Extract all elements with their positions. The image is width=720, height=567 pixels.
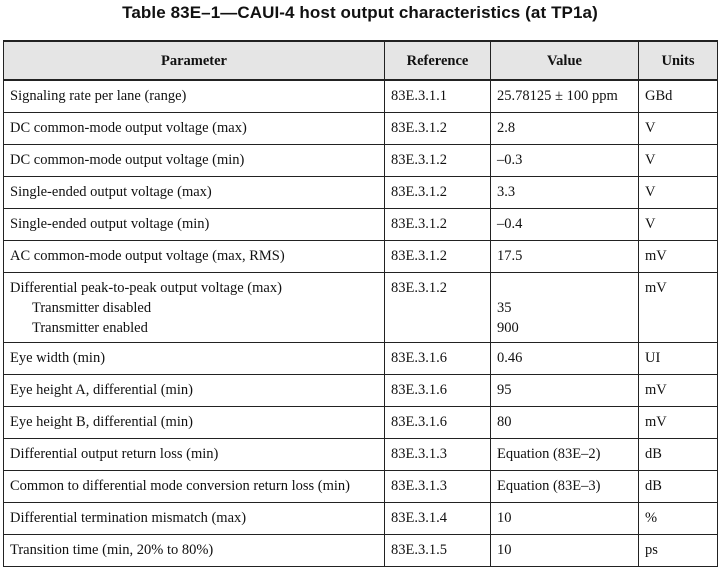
reference-cell: 83E.3.1.2: [385, 145, 491, 177]
reference-cell: 83E.3.1.4: [385, 503, 491, 535]
value-cell: 10: [491, 535, 639, 567]
units-cell: V: [639, 113, 718, 145]
value-cell: Equation (83E–2): [491, 439, 639, 471]
sub-value: 900: [497, 320, 519, 336]
column-header-units: Units: [639, 41, 718, 80]
table-row: [4, 535, 718, 567]
column-header-reference: Reference: [385, 41, 491, 80]
value-cell: 0.46: [491, 343, 639, 375]
table-row: [4, 113, 718, 145]
value-cell: 25.78125 ± 100 ppm: [491, 80, 639, 113]
parameter-cell: Eye height B, differential (min): [4, 407, 385, 439]
units-cell: V: [639, 209, 718, 241]
sub-parameter-label: Transmitter disabled: [32, 300, 152, 316]
units-cell: dB: [639, 471, 718, 503]
units-cell: V: [639, 177, 718, 209]
table-row: [4, 471, 718, 503]
parameter-cell: Eye height A, differential (min): [4, 375, 385, 407]
value-cell: 17.5: [491, 241, 639, 273]
units-cell: mV: [639, 407, 718, 439]
value-cell: –0.3: [491, 145, 639, 177]
sub-parameter-label: Transmitter enabled: [32, 320, 148, 336]
table-row: [4, 241, 718, 273]
parameter-cell: AC common-mode output voltage (max, RMS): [4, 241, 385, 273]
table-row: [4, 407, 718, 439]
parameter-cell: Signaling rate per lane (range): [4, 80, 385, 113]
characteristics-table: [3, 40, 718, 567]
reference-cell: 83E.3.1.2: [385, 273, 491, 343]
reference-cell: 83E.3.1.1: [385, 80, 491, 113]
table-title: Table 83E–1—CAUI-4 host output characteristics (at TP1a): [122, 3, 598, 22]
units-cell: mV: [639, 241, 718, 273]
table-row: [4, 503, 718, 535]
sub-value: 35: [497, 300, 512, 316]
parameter-cell: Eye width (min): [4, 343, 385, 375]
table-row: [4, 177, 718, 209]
reference-cell: 83E.3.1.2: [385, 209, 491, 241]
parameter-cell: Common to differential mode conversion return loss (min): [4, 471, 385, 503]
value-cell: 80: [491, 407, 639, 439]
units-cell: %: [639, 503, 718, 535]
reference-cell: 83E.3.1.3: [385, 439, 491, 471]
reference-cell: 83E.3.1.5: [385, 535, 491, 567]
table-row: [4, 273, 718, 343]
parameter-cell: Single-ended output voltage (min): [4, 209, 385, 241]
units-cell: mV: [639, 375, 718, 407]
parameter-cell: DC common-mode output voltage (min): [4, 145, 385, 177]
parameter-cell: [4, 273, 385, 343]
value-cell: –0.4: [491, 209, 639, 241]
reference-cell: 83E.3.1.2: [385, 241, 491, 273]
table-header-row: [4, 41, 718, 80]
units-cell: GBd: [639, 80, 718, 113]
value-cell: Equation (83E–3): [491, 471, 639, 503]
parameter-label: Differential peak-to-peak output voltage (max): [10, 280, 282, 296]
column-header-value: Value: [491, 41, 639, 80]
units-cell: V: [639, 145, 718, 177]
reference-cell: 83E.3.1.2: [385, 113, 491, 145]
table-row: [4, 439, 718, 471]
table-row: [4, 209, 718, 241]
table-row: [4, 80, 718, 113]
parameter-cell: Differential termination mismatch (max): [4, 503, 385, 535]
value-cell: 10: [491, 503, 639, 535]
value-cell: 95: [491, 375, 639, 407]
units-cell: mV: [639, 273, 718, 343]
value-cell: 3.3: [491, 177, 639, 209]
table-row: [4, 343, 718, 375]
reference-cell: 83E.3.1.6: [385, 407, 491, 439]
units-cell: ps: [639, 535, 718, 567]
value-cell: 2.8: [491, 113, 639, 145]
reference-cell: 83E.3.1.3: [385, 471, 491, 503]
value-cell: [491, 273, 639, 343]
table-row: [4, 145, 718, 177]
parameter-cell: Single-ended output voltage (max): [4, 177, 385, 209]
reference-cell: 83E.3.1.6: [385, 375, 491, 407]
column-header-parameter: Parameter: [4, 41, 385, 80]
reference-cell: 83E.3.1.6: [385, 343, 491, 375]
units-cell: dB: [639, 439, 718, 471]
parameter-cell: Differential output return loss (min): [4, 439, 385, 471]
table-row: [4, 375, 718, 407]
parameter-cell: Transition time (min, 20% to 80%): [4, 535, 385, 567]
units-cell: UI: [639, 343, 718, 375]
reference-cell: 83E.3.1.2: [385, 177, 491, 209]
parameter-cell: DC common-mode output voltage (max): [4, 113, 385, 145]
